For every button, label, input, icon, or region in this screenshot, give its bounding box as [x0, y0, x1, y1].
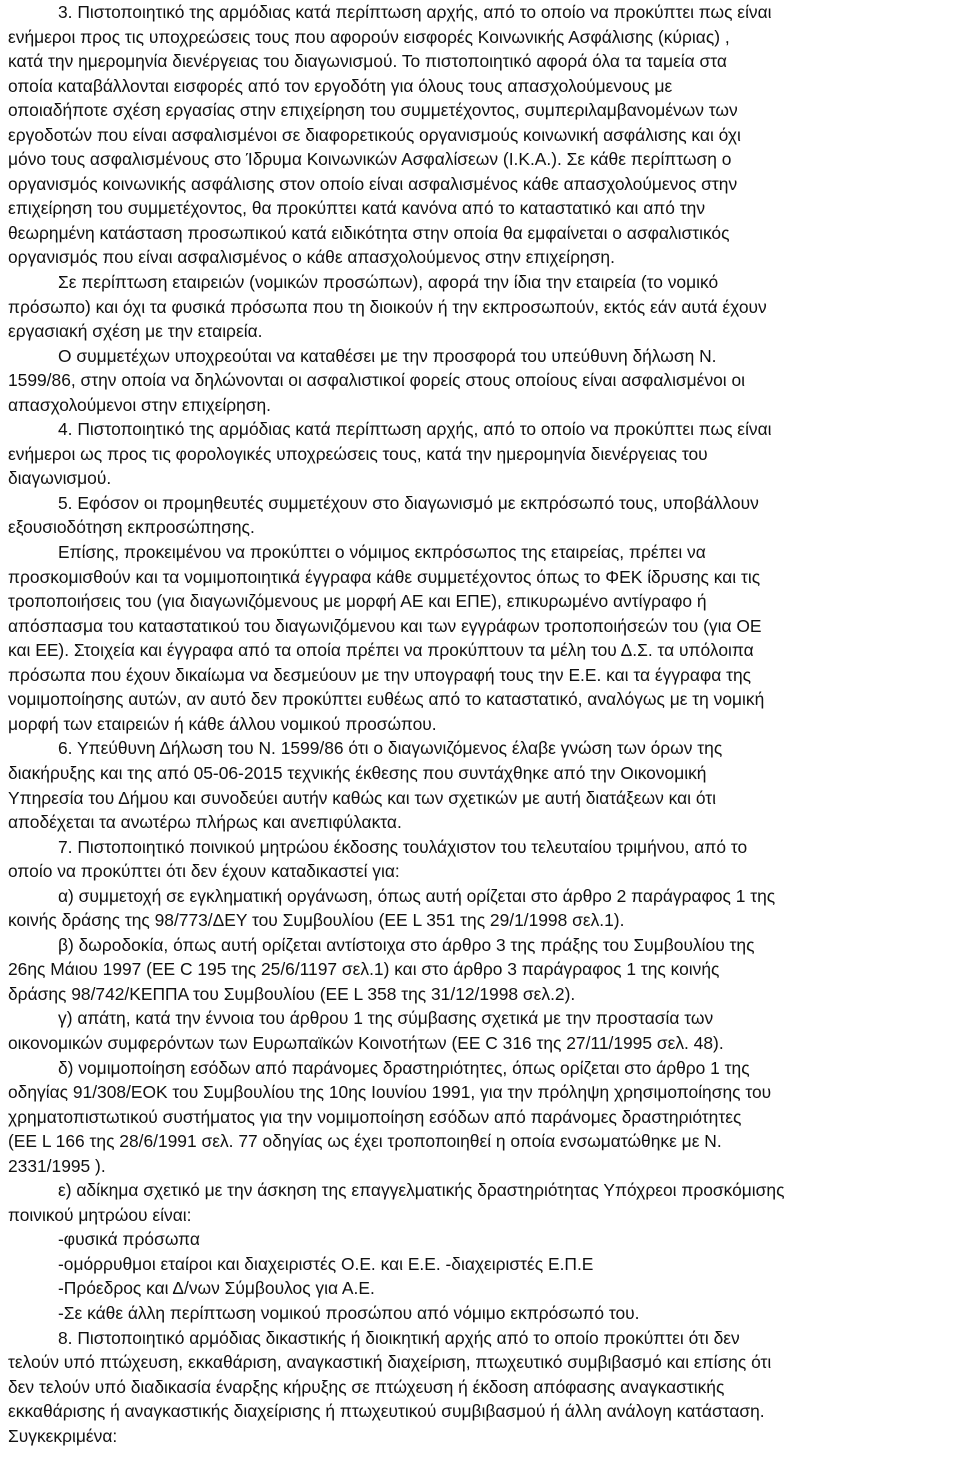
text-line: νομιμοποίησης αυτών, αν αυτό δεν προκύπτει ευθέως από το καταστατικό, αναλόγως με τη νομική	[8, 689, 765, 710]
text-line: (ΕΕ L 166 της 28/6/1991 σελ. 77 οδηγίας ως έχει τροποποιηθεί η οποία ενσωματώθηκε με Ν.	[8, 1131, 722, 1152]
text-line: -Πρόεδρος και Δ/νων Σύμβουλος για Α.Ε.	[58, 1278, 375, 1299]
text-line: β) δωροδοκία, όπως αυτή ορίζεται αντίστοιχα στο άρθρο 3 της πράξης του Συμβουλίου της	[58, 934, 755, 955]
text-line: οδηγίας 91/308/ΕΟΚ του Συμβουλίου της 10ης Ιουνίου 1991, για την πρόληψη χρησιμοποίησης του	[8, 1082, 772, 1103]
text-line: 4. Πιστοποιητικό της αρμόδιας κατά περίπτωση αρχής, από το οποίο να προκύπτει πως είναι	[58, 419, 772, 440]
text-line: κοινής δράσης της 98/773/ΔΕΥ του Συμβουλίου (ΕΕ L 351 της 29/1/1998 σελ.1).	[8, 910, 625, 931]
text-line: εργοδοτών που είναι ασφαλισμένοι σε διαφορετικούς οργανισμούς κοινωνική ασφάλισης και όχι	[8, 124, 741, 145]
text-line: 8. Πιστοποιητικό αρμόδιας δικαστικής ή διοικητική αρχής από το οποίο προκύπτει ότι δεν	[58, 1327, 740, 1348]
text-line: απόσπασμα του καταστατικού του διαγωνιζόμενου και των εγγράφων τροποποιήσεών του (για ΟΕ	[8, 615, 762, 636]
text-line: α) συμμετοχή σε εγκληματική οργάνωση, όπως αυτή ορίζεται στο άρθρο 2 παράγραφος 1 της	[58, 885, 776, 906]
text-line: αποδέχεται τα ανωτέρω πλήρως και ανεπιφύλακτα.	[8, 812, 402, 833]
text-line: μορφή των εταιρειών ή κάθε άλλου νομικού προσώπου.	[8, 713, 437, 734]
text-line: ε) αδίκημα σχετικό με την άσκηση της επαγγελματικής δραστηριότητας Υπόχρεοι προσκόμισης	[58, 1180, 785, 1201]
text-line: -ομόρρυθμοι εταίροι και διαχειριστές Ο.Ε. και Ε.Ε. -διαχειριστές Ε.Π.Ε	[58, 1253, 594, 1274]
text-line: τελούν υπό πτώχευση, εκκαθάριση, αναγκαστική διαχείριση, πτωχευτικό συμβιβασμό και επίσης ότι	[8, 1352, 772, 1373]
text-line: ενήμεροι ως προς τις φορολογικές υποχρεώσεις τους, κατά την ημερομηνία διενέργειας του	[8, 443, 708, 464]
text-line: απασχολούμενοι στην επιχείρηση.	[8, 394, 272, 415]
text-line: 3. Πιστοποιητικό της αρμόδιας κατά περίπτωση αρχής, από το οποίο να προκύπτει πως είναι	[58, 2, 772, 22]
text-line: 2331/1995 ).	[8, 1155, 106, 1176]
text-line: χρηματοπιστωτικού συστήματος για την νομιμοποίηση εσόδων από παράνομες δραστηριότητες	[8, 1106, 742, 1127]
text-line: μόνο τους ασφαλισμένους στο Ίδρυμα Κοινωνικών Ασφαλίσεων (Ι.Κ.Α.). Σε κάθε περίπτωση ο	[8, 149, 732, 170]
text-line: Σε περίπτωση εταιρειών (νομικών προσώπων), αφορά την ίδια την εταιρεία (το νομικό	[58, 272, 719, 293]
text-line: -Σε κάθε άλλη περίπτωση νομικού προσώπου από νόμιμο εκπρόσωπό του.	[58, 1302, 640, 1323]
text-line: ενήμεροι προς τις υποχρεώσεις τους που αφορούν εισφορές Κοινωνικής Ασφάλισης (κύριας) ,	[8, 26, 730, 47]
text-line: και ΕΕ). Στοιχεία και έγγραφα από τα οποία πρέπει να προκύπτουν τα μέλη του Δ.Σ. τα υπόλοιπα	[8, 640, 754, 661]
text-line: εκκαθάρισης ή αναγκαστικής διαχείρισης ή πτωχευτικού συμβιβασμού ή άλλη ανάλογη κατάσταση.	[8, 1401, 765, 1422]
text-line: Επίσης, προκειμένου να προκύπτει ο νόμιμος εκπρόσωπος της εταιρείας, πρέπει να	[58, 542, 706, 563]
text-line: πρόσωπα που έχουν δικαίωμα να δεσμεύουν με την υπογραφή τους την Ε.Ε. και τα έγγραφα της	[8, 664, 752, 685]
text-line: οργανισμός κοινωνικής ασφάλισης στον οποίο είναι ασφαλισμένος κάθε απασχολούμενος στην	[8, 173, 738, 194]
text-line: Ο συμμετέχων υποχρεούται να καταθέσει με την προσφορά του υπεύθυνη δήλωση Ν.	[58, 345, 717, 366]
text-line: δεν τελούν υπό διαδικασία έναρξης κήρυξης σε πτώχευση ή έκδοση απόφασης αναγκαστικής	[8, 1376, 725, 1397]
text-line: τροποποιήσεις του (για διαγωνιζόμενους με μορφή ΑΕ και ΕΠΕ), επικυρωμένο αντίγραφο ή	[8, 591, 707, 612]
text-line: εργασιακή σχέση με την εταιρεία.	[8, 321, 263, 342]
text-line: 26ης Μάιου 1997 (ΕΕ C 195 της 25/6/1197 σελ.1) και στο άρθρο 3 παράγραφος 1 της κοινής	[8, 959, 720, 980]
text-line: Υπηρεσία του Δήμου και συνοδεύει αυτήν καθώς και των σχετικών με αυτή διατάξεων και ότι	[8, 787, 717, 808]
text-line: διακήρυξης και της από 05-06-2015 τεχνικής έκθεσης που συντάχθηκε από την Οικονομική	[8, 762, 707, 783]
text-line: οποίο να προκύπτει ότι δεν έχουν καταδικαστεί για:	[8, 861, 400, 882]
text-line: ποινικού μητρώου είναι:	[8, 1204, 192, 1225]
text-line: πρόσωπο) και όχι τα φυσικά πρόσωπα που τη διοικούν ή την εκπροσωπούν, εκτός εάν αυτά έχουν	[8, 296, 767, 317]
text-line: θεωρημένη κατάσταση προσωπικού κατά ειδικότητα στην οποία θα εμφαίνεται ο ασφαλιστικός	[8, 222, 730, 243]
text-line: Συγκεκριμένα:	[8, 1425, 118, 1446]
text-line: οποιαδήποτε σχέση εργασίας στην επιχείρηση του συμμετέχοντος, συμπεριλαμβανομένων των	[8, 100, 738, 121]
text-line: διαγωνισμού.	[8, 468, 112, 489]
text-line: 5. Εφόσον οι προμηθευτές συμμετέχουν στο διαγωνισμό με εκπρόσωπό τους, υποβάλλουν	[58, 492, 759, 513]
text-line: επιχείρηση του συμμετέχοντος, θα προκύπτει κατά κανόνα από το καταστατικό και από την	[8, 198, 706, 219]
text-line: γ) απάτη, κατά την έννοια του άρθρου 1 της σύμβασης σχετικά με την προστασία των	[58, 1008, 714, 1029]
text-line: 7. Πιστοποιητικό ποινικού μητρώου έκδοσης τουλάχιστον του τελευταίου τριμήνου, από το	[58, 836, 748, 857]
text-line: κατά την ημερομηνία διενέργειας του διαγωνισμού. Το πιστοποιητικό αφορά όλα τα ταμεία στα	[8, 51, 727, 72]
text-line: οικονομικών συμφερόντων των Ευρωπαϊκών Κοινοτήτων (ΕΕ C 316 της 27/11/1995 σελ. 48).	[8, 1032, 724, 1053]
text-line: 1599/86, στην οποία να δηλώνονται οι ασφαλιστικοί φορείς στους οποίους είναι ασφαλισμένοι οι	[8, 370, 746, 391]
text-line: 6. Υπεύθυνη Δήλωση του Ν. 1599/86 ότι ο διαγωνιζόμενος έλαβε γνώση των όρων της	[58, 738, 723, 759]
text-line: οποία καταβάλλονται εισφορές από τον εργοδότη για όλους τους απασχολούμενους με	[8, 75, 673, 96]
text-line: οργανισμός που είναι ασφαλισμένος ο κάθε απασχολούμενος στην επιχείρηση.	[8, 247, 615, 268]
text-line: εξουσιοδότηση εκπροσώπησης.	[8, 517, 255, 538]
text-line: δ) νομιμοποίηση εσόδων από παράνομες δραστηριότητες, όπως ορίζεται στο άρθρο 1 της	[58, 1057, 750, 1078]
text-line: δράσης 98/742/ΚΕΠΠΑ του Συμβουλίου (ΕΕ L 358 της 31/12/1998 σελ.2).	[8, 983, 576, 1004]
text-line: προσκομισθούν και τα νομιμοποιητικά έγγραφα κάθε συμμετέχοντος όπως το ΦΕΚ ίδρυσης και τις	[8, 566, 761, 587]
text-line: -φυσικά πρόσωπα	[58, 1229, 200, 1250]
